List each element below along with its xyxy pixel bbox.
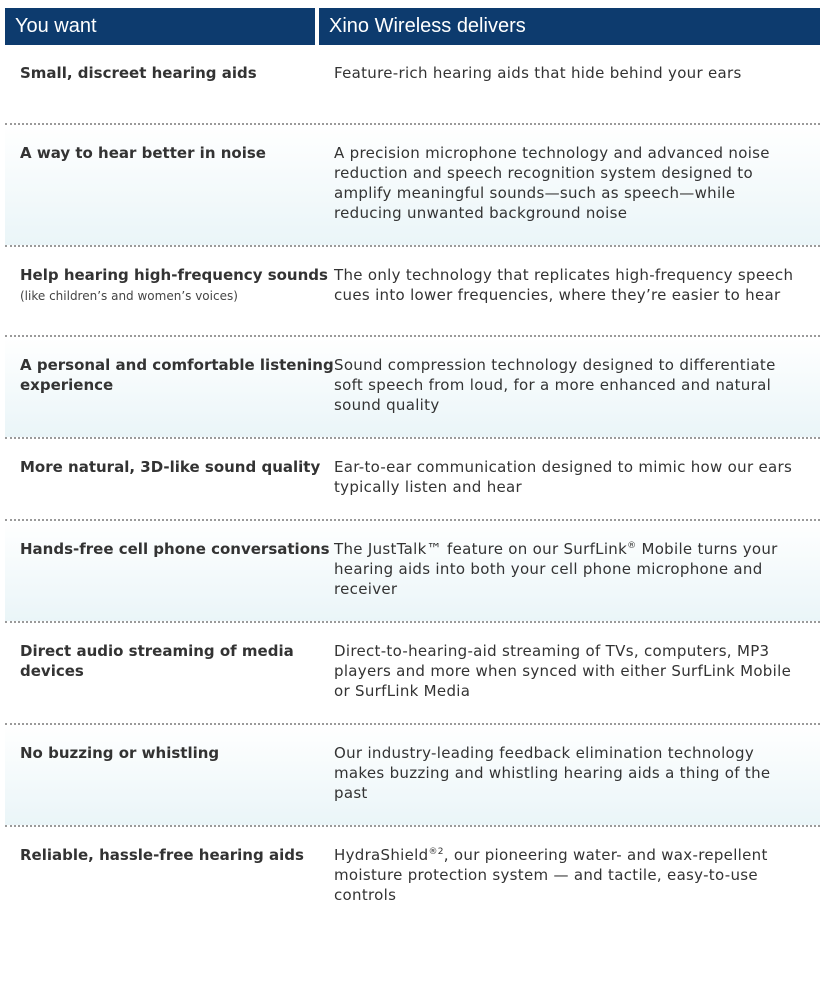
- table-row: [5, 247, 820, 337]
- want-text: Help hearing high-frequency sounds: [20, 266, 328, 284]
- want-text: Small, discreet hearing aids: [20, 64, 257, 82]
- want-text: More natural, 3D-like sound quality: [20, 458, 321, 476]
- deliver-text-cont: , our pioneering water- and wax-repellent moisture protection system — and tactile, easy-to-use controls: [334, 846, 768, 904]
- table-row: [5, 827, 820, 927]
- table-row: [5, 45, 820, 125]
- table-row: [5, 521, 820, 623]
- want-subtext: (like children’s and women’s voices): [20, 289, 238, 303]
- table-header: [5, 8, 820, 45]
- comparison-table: [5, 8, 820, 927]
- deliver-text: Direct-to-hearing-aid streaming of TVs, computers, MP3 players and more when synced with either SurfLink Mobile or SurfLink Media: [334, 642, 792, 700]
- want-text: Direct audio streaming of media devices: [20, 642, 294, 680]
- deliver-cell: [334, 539, 820, 621]
- want-cell: [5, 265, 334, 335]
- table-row: [5, 337, 820, 439]
- deliver-text: Our industry-leading feedback elimination technology makes buzzing and whistling hearing aids a thing of the past: [334, 744, 771, 802]
- deliver-text-cont: Mobile turns your hearing aids into both your cell phone microphone and receiver: [334, 540, 778, 598]
- header-you-want: You want: [5, 8, 315, 45]
- deliver-text: HydraShield: [334, 846, 429, 864]
- want-text: Hands-free cell phone conversations: [20, 540, 330, 558]
- deliver-text: Ear-to-ear communication designed to mimic how our ears typically listen and hear: [334, 458, 793, 496]
- table-row: [5, 125, 820, 247]
- deliver-text: The only technology that replicates high-frequency speech cues into lower frequencies, where they’re easier to hear: [334, 266, 794, 304]
- want-text: No buzzing or whistling: [20, 744, 220, 762]
- table-row: [5, 623, 820, 725]
- header-delivers: Xino Wireless delivers: [319, 8, 820, 45]
- table-row: [5, 725, 820, 827]
- want-text: A way to hear better in noise: [20, 144, 266, 162]
- registered-mark: ®2: [428, 847, 444, 857]
- deliver-text: Sound compression technology designed to differentiate soft speech from loud, for a more enhanced and natural sound quality: [334, 356, 776, 414]
- table-row: [5, 439, 820, 521]
- want-text: A personal and comfortable listening experience: [20, 356, 334, 394]
- want-text: Reliable, hassle-free hearing aids: [20, 846, 304, 864]
- deliver-text: The JustTalk™ feature on our SurfLink: [334, 540, 628, 558]
- deliver-text: A precision microphone technology and advanced noise reduction and speech recognition system designed to amplify meaningful sounds—such as speech—while reducing unwanted background noise: [334, 144, 770, 222]
- deliver-cell: [334, 845, 820, 927]
- registered-mark: ®: [627, 541, 637, 551]
- deliver-text: Feature-rich hearing aids that hide behind your ears: [334, 64, 742, 82]
